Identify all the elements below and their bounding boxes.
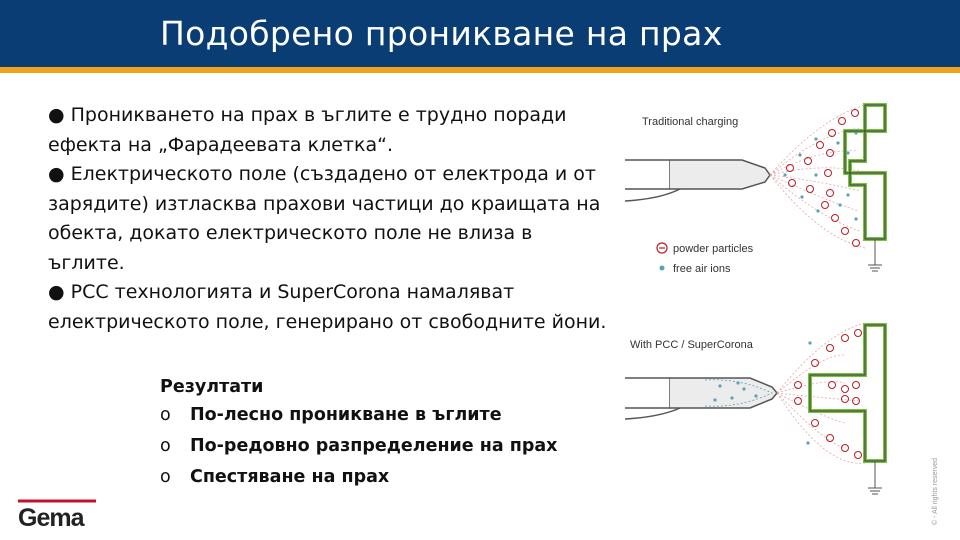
charging-diagram — [620, 93, 950, 518]
object-bottom — [810, 325, 885, 494]
results-section — [160, 374, 557, 493]
legend-ions — [660, 263, 731, 275]
results-list — [160, 400, 557, 493]
list-item — [160, 431, 557, 462]
field-lines-bottom — [777, 323, 865, 463]
result-text: По-лесно проникване в ъглите — [190, 405, 502, 425]
results-title: Резултати — [160, 377, 264, 397]
paragraph-pcc: ● PCC технологията и SuperCorona намаляват електрическото поле, генерирано от свободните йони. — [48, 281, 607, 333]
paragraph-electric-field: ● Електрическото поле (създадено от електрода и от зарядите) изтласква прахови частици до краищата на обекта, докато електрическото поле не влиза в ъглите. — [48, 163, 601, 274]
circle-bullet-icon: o — [160, 436, 171, 456]
spray-gun-top — [625, 160, 770, 201]
top-diagram-label: Traditional charging — [642, 116, 739, 128]
diagram-svg — [620, 93, 950, 513]
gema-logo — [16, 496, 106, 532]
legend-powder — [657, 243, 754, 255]
result-text: Спестяване на прах — [190, 467, 390, 487]
logo-text: Gema — [18, 504, 84, 532]
result-text: По-редовно разпределение на прах — [190, 436, 558, 456]
legend-powder-label: powder particles — [673, 243, 754, 255]
bottom-diagram-label: With PCC / SuperCorona — [630, 339, 753, 351]
paragraph-faraday: ● Проникването на прах в ъглите е трудно поради ефекта на „Фарадеевата клетка“. — [48, 104, 567, 156]
copyright-text: © - All rights reserved — [932, 457, 939, 525]
circle-bullet-icon: o — [160, 467, 171, 487]
slide-title: Подобрено проникване на прах — [160, 14, 723, 53]
object-top — [845, 105, 885, 271]
list-item — [160, 462, 557, 493]
header-stripe — [0, 67, 960, 73]
spray-gun-bottom — [625, 378, 777, 419]
legend-ions-label: free air ions — [673, 263, 731, 275]
list-item — [160, 400, 557, 431]
circle-bullet-icon: o — [160, 405, 171, 425]
body-text — [48, 101, 608, 337]
